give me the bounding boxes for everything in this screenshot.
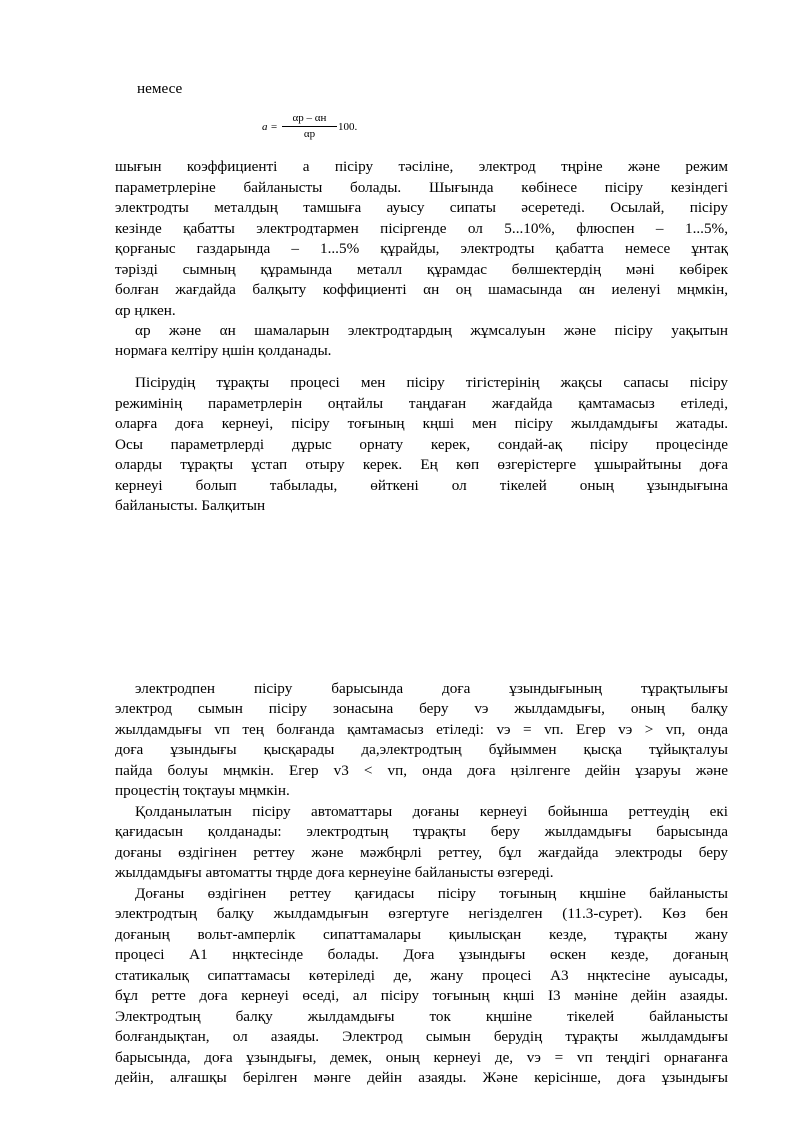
paragraph3-line: Осы параметрлерді дұрыс орнату керек, сондай-ақ пісіру процесінде [115, 436, 728, 453]
paragraph3-line: кернеуі болып табылады, өйткені ол тікелей оның ұзындығына [115, 477, 728, 494]
paragraph6-line: процесі A1 нңктесінде болады. Доға ұзындығы өскен кезде, доғаның [115, 946, 728, 963]
formula-fraction [282, 112, 337, 140]
formula-numerator: αр – αн [292, 112, 327, 124]
paragraph5-line: жылдамдығы автоматты тңрде доға кернеуіне байланысты өзгереді. [115, 864, 554, 881]
paragraph6-line: Электродтың балқу жылдамдығы ток кңшіне тікелей байланысты [115, 1008, 728, 1025]
paragraph3-line: байланысты. Балқитын [115, 497, 266, 514]
paragraph4-line: пайда болуы мңмкін. Егер v3 < vп, онда доға ңзілгенге дейін ұзаруы және [115, 762, 728, 779]
intro-word: немесе [137, 80, 183, 97]
paragraph1-line: болған жағдайда балқыту коффициенті αн оң шамасында αн иеленуі мңмкін, [115, 281, 728, 298]
paragraph1-line: шығын коэффициенті a пісіру тәсіліне, электрод тңріне және режим [115, 158, 728, 175]
paragraph6-line: барысында, доға ұзындығы, демек, оның кернеуі де, vэ = vп теңдігі орнағанға [115, 1049, 728, 1066]
paragraph5-line: Қолданылатын пісіру автоматтары доғаны кернеуі бойынша реттеудің екі [135, 803, 728, 820]
paragraph6-line: статикалық сипаттамасы көтеріледі де, жану процесі A3 нңктесіне ауысады, [115, 967, 728, 984]
paragraph3-line: оларға доға кернеуі, пісіру тоғының кңші мен пісіру жылдамдығы жатады. [115, 415, 728, 432]
paragraph5-line: қағидасын қолданады: электродтың тұрақты беру жылдамдығы барысында [115, 823, 728, 840]
paragraph1-line: электродты металдың тамшыға ауысу сипаты әсеретеді. Осылай, пісіру [115, 199, 728, 216]
formula-multiplier: 100. [338, 121, 358, 133]
paragraph4-line: электродпен пісіру барысында доға ұзындығының тұрақтылығы [135, 680, 728, 697]
paragraph3-line: оларды тұрақты ұстап отыру керек. Ең көп өзгерістерге ұшырайтыны доға [115, 456, 728, 473]
formula [262, 112, 382, 156]
paragraph2-line: нормаға келтіру ңшін қолданады. [115, 342, 332, 359]
paragraph3-line: режимінің параметрлерін оңтайлы таңдаған жағдайда қамтамасыз етіледі, [115, 395, 728, 412]
paragraph6-line: болғандықтан, ол азаяды. Электрод сымын берудің тұрақты жылдамдығы [115, 1028, 728, 1045]
paragraph3-line: Пісірудің тұрақты процесі мен пісіру тігістерінің жақсы сапасы пісіру [135, 374, 728, 391]
paragraph4-line: доға ұзындығы қысқарады да,электродтың бұйыммен қысқа тұйықталуы [115, 741, 728, 758]
paragraph6-line: Доғаны өздігінен реттеу қағидасы пісіру тоғының кңшіне байланысты [135, 885, 728, 902]
formula-lhs: a = [262, 121, 278, 133]
paragraph6-line: доғаның вольт-амперлік сипаттамалары қиылысқан кезде, тұрақты жану [115, 926, 728, 943]
paragraph1-line: тәрізді сымның құрамында металл құрамдас бөлшектердің мәні көбірек [115, 261, 728, 278]
fraction-bar [282, 126, 337, 127]
paragraph6-line: бұл ретте доға кернеуі өседі, ал пісіру тоғының кңші I3 мәніне дейін азаяды. [115, 987, 728, 1004]
paragraph4-line: жылдамдығы vп тең болғанда қамтамасыз етіледі: vэ = vп. Егер vэ > vп, онда [115, 721, 728, 738]
paragraph2-line: αр және αн шамаларын электродтардың жұмсалуын және пісіру уақытын [135, 322, 728, 339]
paragraph6-line: электродтың балқу жылдамдығын өзгертуге негізделген (11.3-сурет). Көз бен [115, 905, 728, 922]
paragraph1-line: кезінде қабатты электродтармен пісіргенде ол 5...10%, флюспен – 1...5%, [115, 220, 728, 237]
paragraph1-line: αр ңлкен. [115, 302, 176, 319]
paragraph4-line: электрод сымын пісіру зонасына беру vэ жылдамдығы, оның балқу [115, 700, 728, 717]
paragraph5-line: доғаны өздігінен реттеу және мәжбңрлі реттеу, бұл жағдайда электроды беру [115, 844, 728, 861]
formula-denominator: αр [303, 128, 316, 140]
paragraph6-line: дейін, алғашқы берілген мәнге дейін азаяды. Және керісінше, доға ұзындығы [115, 1069, 728, 1086]
paragraph1-line: қорғаныс газдарында – 1...5% құрайды, электродты қабатта немесе ұнтақ [115, 240, 728, 257]
paragraph1-line: параметрлеріне байланысты болады. Шығында көбінесе пісіру кезіндегі [115, 179, 728, 196]
paragraph4-line: процестің тоқтауы мңмкін. [115, 782, 290, 799]
